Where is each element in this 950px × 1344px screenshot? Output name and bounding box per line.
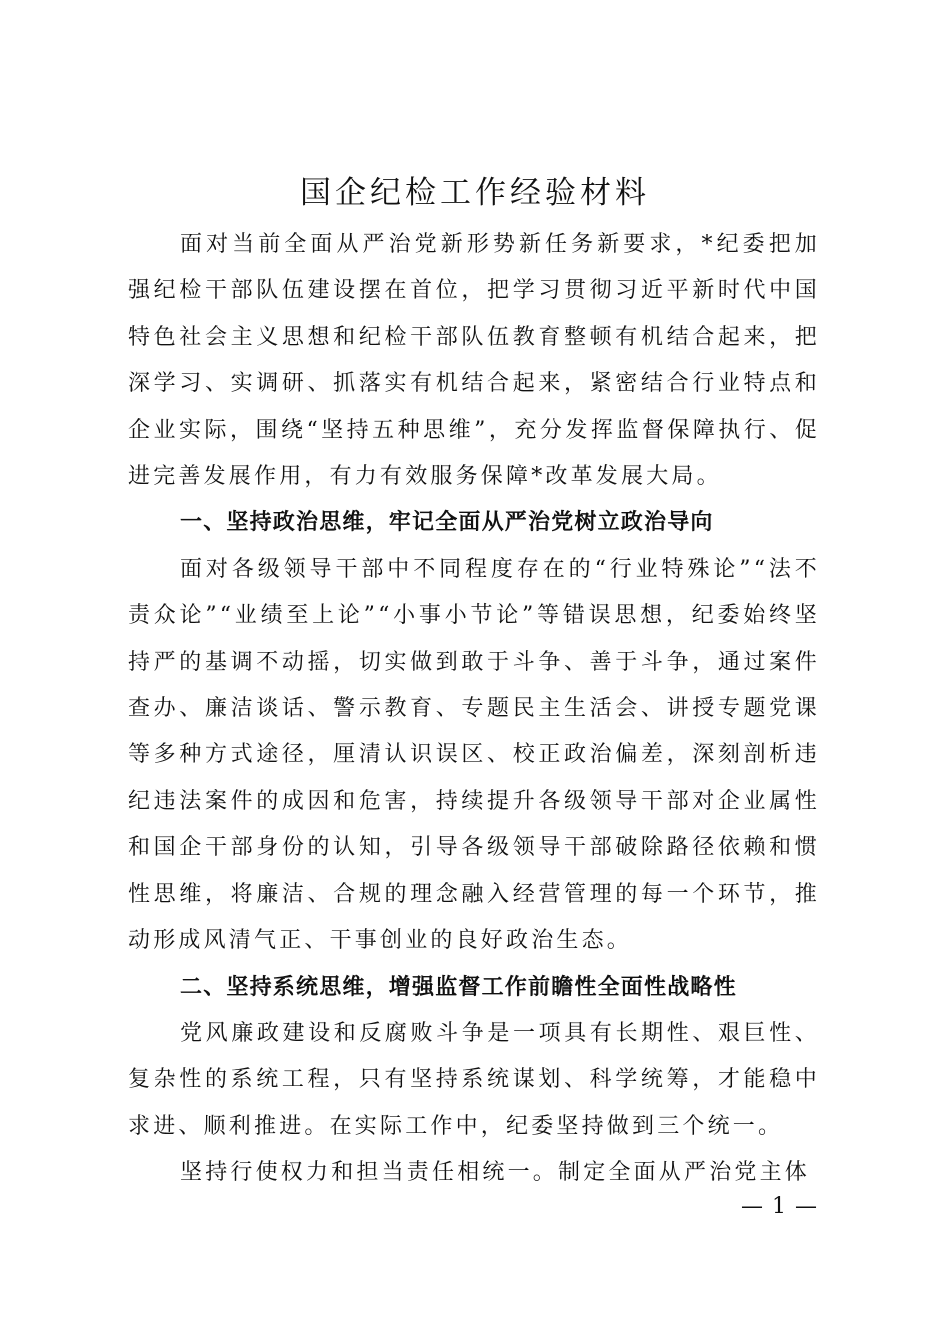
section-2-paragraph: 党风廉政建设和反腐败斗争是一项具有长期性、艰巨性、复杂性的系统工程，只有坚持系统谋划、科学统筹，才能稳中求进、顺利推进。在实际工作中，纪委坚持做到三个统一。 (128, 1020, 820, 1139)
intro-paragraph: 面对当前全面从严治党新形势新任务新要求，*纪委把加强纪检干部队伍建设摆在首位，把学习贯彻习近平新时代中国特色社会主义思想和纪检干部队伍教育整顿有机结合起来，把深学习、实调研、抓落实有机结合起来，紧密结合行业特点和企业实际，围绕“坚持五种思维”，充分发挥监督保障执行、促进完善发展作用，有力有效服务保障*改革发展大局。 (128, 232, 820, 490)
document-title: 国企纪检工作经验材料 (300, 175, 650, 211)
section-2-point-1-paragraph: 坚持行使权力和担当责任相统一。制定全面从严治党主体 (180, 1160, 811, 1186)
page-number: — 1 — (741, 1194, 818, 1219)
section-2-heading: 二、坚持系统思维，增强监督工作前瞻性全面性战略性 (180, 974, 737, 1000)
document-body (128, 222, 820, 1197)
section-1-heading: 一、坚持政治思维，牢记全面从严治党树立政治导向 (180, 510, 714, 536)
section-1-paragraph: 面对各级领导干部中不同程度存在的“行业特殊论”“法不责众论”“业绩至上论”“小事小节论”等错误思想，纪委始终坚持严的基调不动摇，切实做到敢于斗争、善于斗争，通过案件查办、廉洁谈话、警示教育、专题民主生活会、讲授专题党课等多种方式途径，厘清认识误区、校正政治偏差，深刻剖析违纪违法案件的成因和危害，持续提升各级领导干部对企业属性和国企干部身份的认知，引导各级领导干部破除路径依赖和惯性思维，将廉洁、合规的理念融入经营管理的每一个环节，推动形成风清气正、干事创业的良好政治生态。 (128, 556, 820, 954)
